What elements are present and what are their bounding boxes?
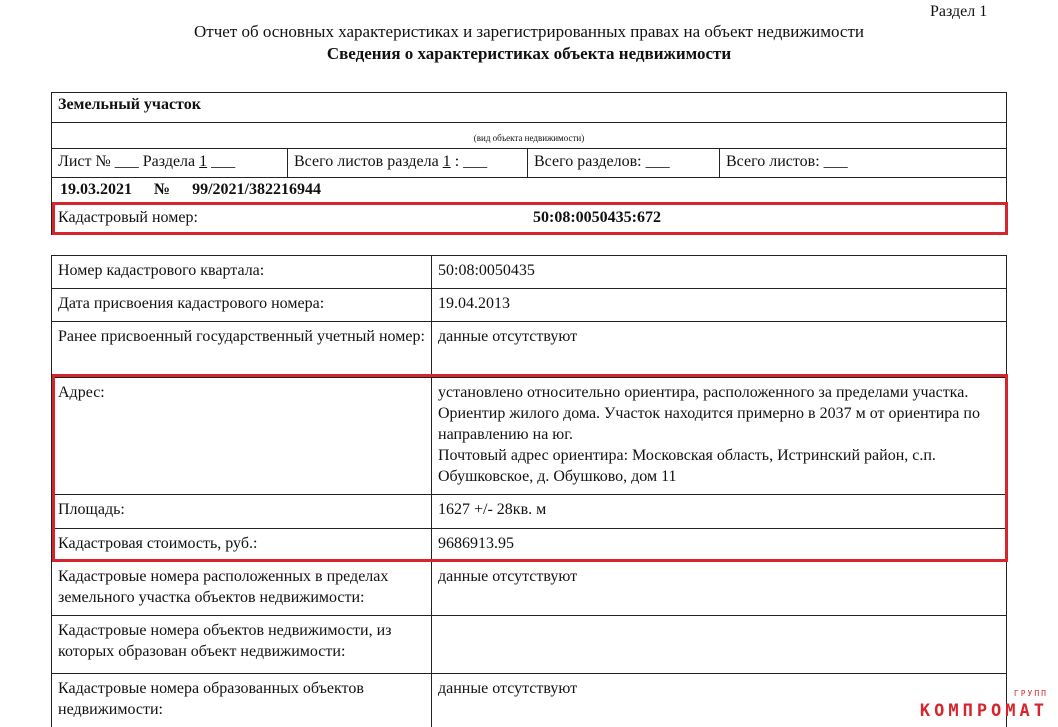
table-row — [52, 256, 1006, 289]
sheet-number: Лист № ___ — [58, 153, 139, 170]
section-label: Раздел 1 — [930, 3, 988, 20]
total-sections-cell: Всего разделов: ___ — [528, 149, 720, 177]
row-label: Дата присвоения кадастрового номера: — [52, 289, 432, 321]
watermark-logo — [919, 689, 1048, 721]
row-label: Ранее присвоенный государственный учетный номер: — [52, 322, 432, 377]
details-table — [51, 255, 1007, 727]
table-row — [52, 289, 1006, 322]
table-row-address — [52, 378, 1006, 495]
address-line: Почтовый адрес ориентира: Московская область, Истринский район, с.п. Обушковское, д. Обушково, дом 11 — [438, 447, 936, 485]
row-label: Кадастровые номера объектов недвижимости, из которых образован объект недвижимости: — [52, 616, 432, 673]
address-value — [432, 378, 1006, 494]
table-row — [52, 674, 1006, 727]
address-line: установлено относительно ориентира, расположенного за пределами участка. Ориентир жилого дома. Участок находится примерно в 2037 м от ориентира по направлению на юг. — [438, 384, 980, 443]
watermark-text: КОМПРОМАТ — [919, 701, 1048, 721]
row-label: Кадастровые номера образованных объектов недвижимости: — [52, 674, 432, 727]
report-date: 19.03.2021 — [60, 181, 132, 198]
total-section-sheets-cell — [288, 149, 528, 177]
row-value: 19.04.2013 — [438, 295, 510, 312]
number-sign: № — [154, 181, 171, 198]
row-value: данные отсутствуют — [438, 680, 578, 697]
total-section-sheets-value: 1 — [442, 153, 451, 170]
object-type-caption: (вид объекта недвижимости) — [52, 123, 1006, 149]
registration-row — [52, 178, 1006, 204]
table-row — [52, 322, 1006, 378]
total-section-sheets-tail: : ___ — [454, 153, 488, 170]
cadastral-number-value: 50:08:0050435:672 — [533, 209, 661, 226]
registration-number: 99/2021/382216944 — [192, 181, 321, 198]
row-value: данные отсутствуют — [438, 568, 578, 585]
table-row — [52, 616, 1006, 674]
watermark-sup: ГРУПП — [1013, 689, 1048, 698]
report-title: Отчет об основных характеристиках и зарегистрированных правах на объект недвижимости — [193, 22, 864, 41]
total-section-sheets-label: Всего листов раздела — [294, 153, 439, 170]
report-subtitle: Сведения о характеристиках объекта недвижимости — [326, 44, 732, 63]
total-sheets-cell: Всего листов: ___ — [726, 153, 848, 170]
table-row — [52, 529, 1006, 562]
object-type: Земельный участок — [52, 93, 1006, 123]
row-value — [432, 616, 1006, 673]
table-row — [52, 495, 1006, 529]
row-label: Площадь: — [52, 495, 432, 528]
row-value: 50:08:0050435 — [438, 262, 535, 279]
row-label: Кадастровые номера расположенных в пределах земельного участка объектов недвижимости: — [52, 562, 432, 615]
table-row — [52, 562, 1006, 616]
section-label-text: Раздела — [142, 153, 196, 170]
row-label: Адрес: — [52, 378, 432, 494]
sheets-row — [52, 149, 1006, 178]
row-label: Номер кадастрового квартала: — [52, 256, 432, 288]
row-value: данные отсутствуют — [438, 328, 578, 345]
row-value: 9686913.95 — [438, 535, 514, 552]
object-header-table — [51, 92, 1007, 235]
row-value: 1627 +/- 28кв. м — [438, 501, 547, 518]
cadastral-number-label: Кадастровый номер: — [58, 209, 198, 226]
row-label: Кадастровая стоимость, руб.: — [52, 529, 432, 561]
cadastral-number-row — [52, 204, 1006, 234]
sheet-section-cell: Лист № ___ Раздела 1 ___ — [52, 149, 288, 177]
section-value: 1 — [199, 153, 208, 170]
